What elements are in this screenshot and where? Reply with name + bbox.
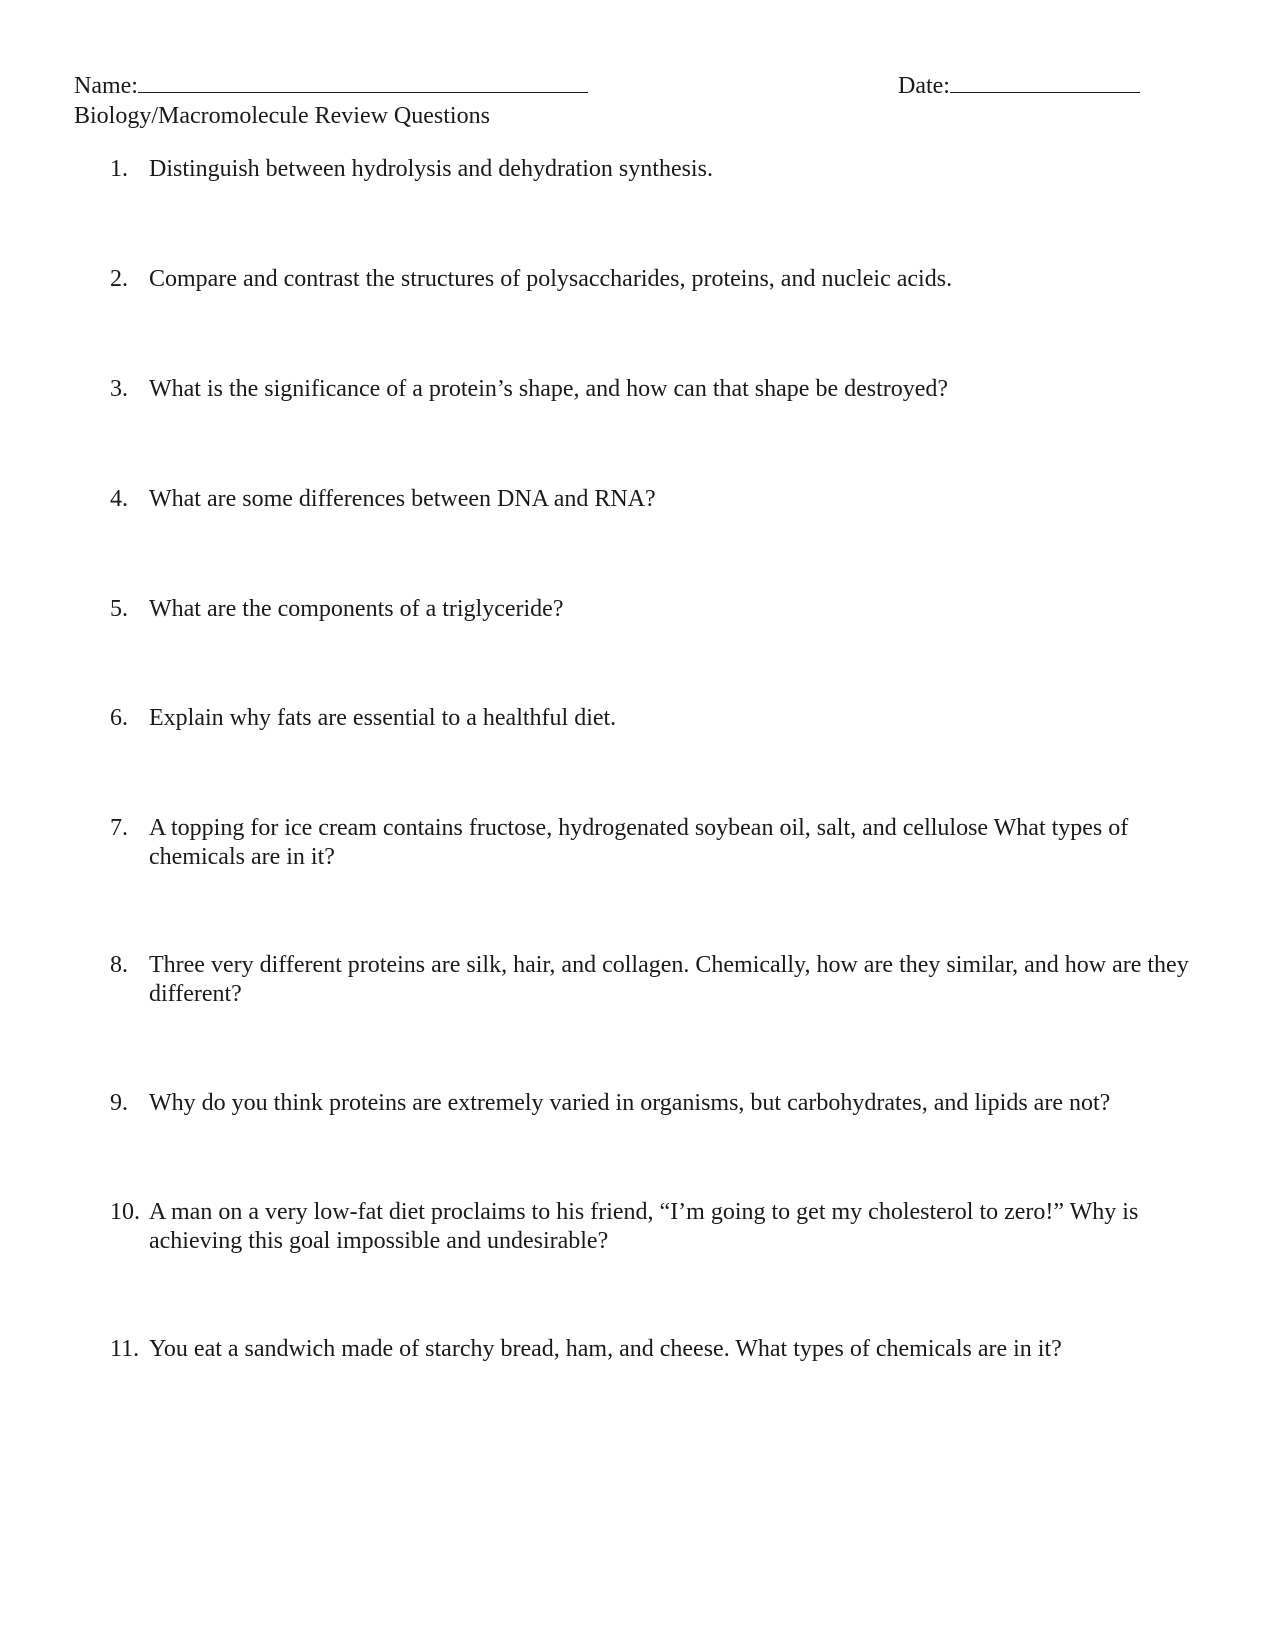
date-label: Date: (898, 73, 950, 99)
question-number: 9. (110, 1090, 128, 1116)
question-text: What is the significance of a protein’s shape, and how can that shape be destroyed? (149, 376, 949, 402)
question-9 (110, 1089, 1200, 1118)
question-7 (110, 814, 1200, 872)
question-number: 7. (110, 815, 128, 841)
question-8 (110, 951, 1200, 1009)
worksheet-title: Biology/Macromolecule Review Questions (74, 103, 490, 129)
name-label: Name: (74, 73, 138, 99)
question-number: 11. (110, 1336, 140, 1362)
question-6 (110, 704, 1200, 733)
question-text: A topping for ice cream contains fructose, hydrogenated soybean oil, salt, and cellulose What types of chemicals are in it? (149, 815, 1129, 870)
question-number: 10. (110, 1199, 140, 1225)
question-number: 3. (110, 376, 128, 402)
question-1 (110, 155, 1200, 184)
question-text: You eat a sandwich made of starchy bread, ham, and cheese. What types of chemicals are in it? (149, 1336, 1062, 1362)
question-text: Compare and contrast the structures of polysaccharides, proteins, and nucleic acids. (149, 266, 953, 292)
question-text: What are the components of a triglyceride? (149, 596, 564, 622)
name-field[interactable] (74, 72, 588, 101)
question-number: 1. (110, 156, 128, 182)
question-2 (110, 265, 1200, 294)
question-10 (110, 1198, 1200, 1256)
question-number: 6. (110, 705, 128, 731)
question-number: 2. (110, 266, 128, 292)
question-number: 8. (110, 952, 128, 978)
date-field[interactable] (898, 72, 1140, 101)
question-number: 4. (110, 486, 128, 512)
question-4 (110, 485, 1200, 514)
question-3 (110, 375, 1200, 404)
question-text: Explain why fats are essential to a healthful diet. (149, 705, 617, 731)
question-text: Why do you think proteins are extremely varied in organisms, but carbohydrates, and lipids are not? (149, 1090, 1111, 1116)
question-text: What are some differences between DNA and RNA? (149, 486, 656, 512)
question-11 (110, 1335, 1200, 1364)
question-text: A man on a very low-fat diet proclaims to his friend, “I’m going to get my cholesterol to zero!” Why is achieving this goal impossible and undesirable? (149, 1199, 1139, 1254)
date-blank-line[interactable] (950, 72, 1140, 93)
question-5 (110, 595, 1200, 624)
name-blank-line[interactable] (138, 72, 588, 93)
question-text: Distinguish between hydrolysis and dehydration synthesis. (149, 156, 713, 182)
question-number: 5. (110, 596, 128, 622)
question-text: Three very different proteins are silk, hair, and collagen. Chemically, how are they similar, and how are they different? (149, 952, 1189, 1007)
